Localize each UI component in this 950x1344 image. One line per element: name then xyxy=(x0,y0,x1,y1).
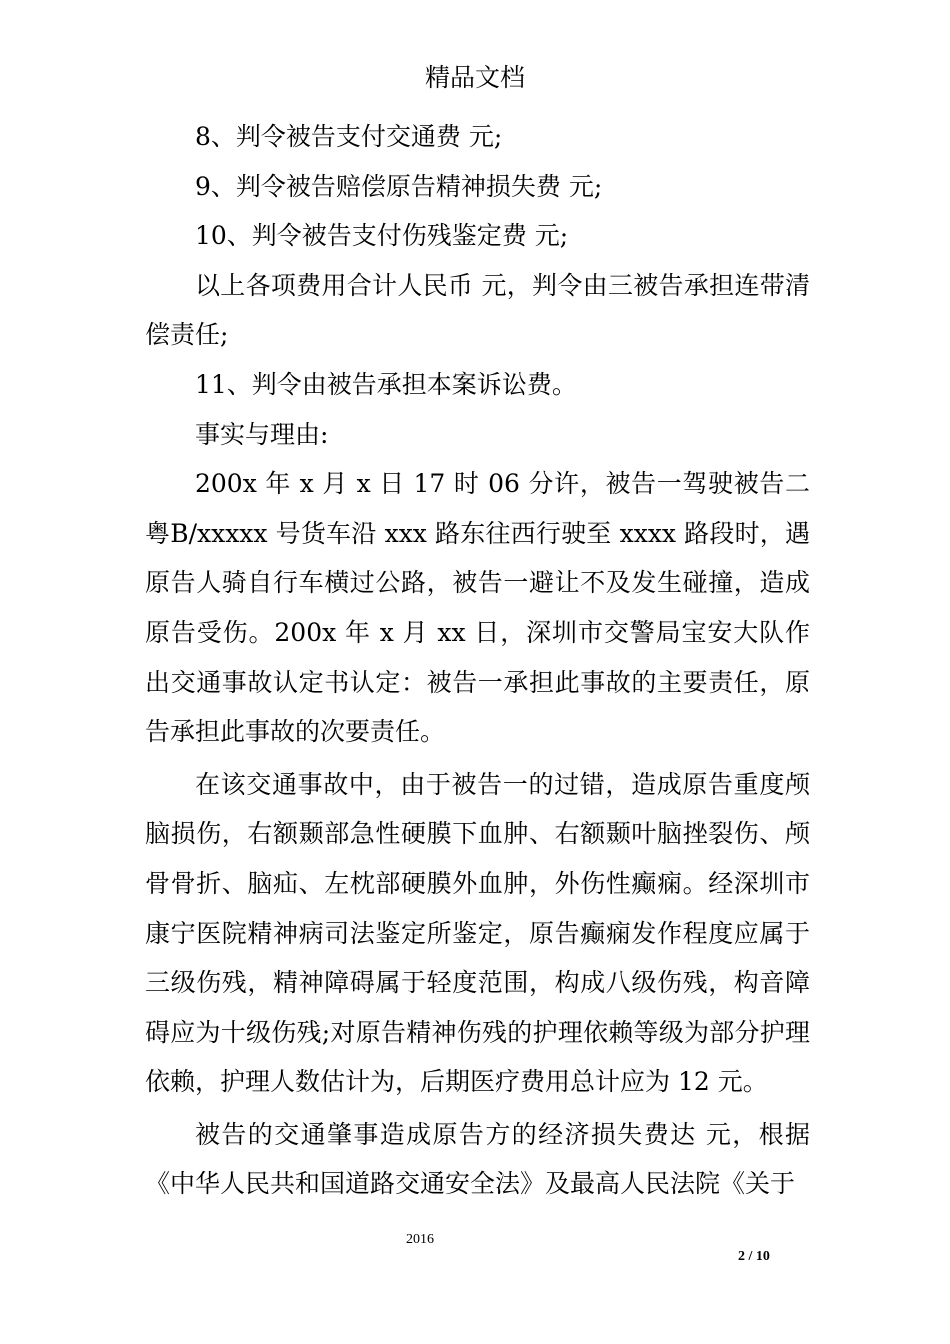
paragraph-claim-11: 11、判令由被告承担本案诉讼费。 xyxy=(195,369,577,399)
document-body xyxy=(145,112,810,1209)
paragraph-facts: 200x 年 x 月 x 日 17 时 06 分许，被告一驾驶被告二粤B/xxxxx 号货车沿 xxx 路东往西行驶至 xxxx 路段时，遇原告人骑自行车横过公路，被告一避让不及发生碰撞，造成原告受伤。200x 年 x 月 xx 日，深圳市交警局宝安大队作出交通事故认定书认定：被告一承担此事故的主要责任，原告承担此事故的次要责任。 xyxy=(145,469,810,747)
footer-year: 2016 xyxy=(406,1232,434,1247)
paragraph-claim-8: 8、判令被告支付交通费 元; xyxy=(195,122,503,151)
page-header-title: 精品文档 xyxy=(424,63,525,92)
page-number: 2 / 10 xyxy=(738,1249,770,1264)
paragraph-claim-9: 9、判令被告赔偿原告精神损失费 元; xyxy=(195,171,603,201)
paragraph-injuries: 在该交通事故中，由于被告一的过错，造成原告重度颅脑损伤，右额颞部急性硬膜下血肿、右额颞叶脑挫裂伤、颅骨骨折、脑疝、左枕部硬膜外血肿，外伤性癫痫。经深圳市康宁医院精神病司法鉴定所鉴定，原告癫痫发作程度应属于三级伤残，精神障碍属于轻度范围，构成八级伤残，构音障碍应为十级伤残;对原告精神伤残的护理依赖等级为部分护理依赖，护理人数估计为，后期医疗费用总计应为 12 元。 xyxy=(145,769,810,1097)
paragraph-losses: 被告的交通肇事造成原告方的经济损失费达 元，根据《中华人民共和国道路交通安全法》及最高人民法院《关于 xyxy=(145,1119,810,1199)
paragraph-total: 以上各项费用合计人民币 元，判令由三被告承担连带清偿责任; xyxy=(145,270,810,350)
section-heading-facts: 事实与理由: xyxy=(195,419,329,449)
paragraph-claim-10: 10、判令被告支付伤残鉴定费 元; xyxy=(195,221,569,251)
